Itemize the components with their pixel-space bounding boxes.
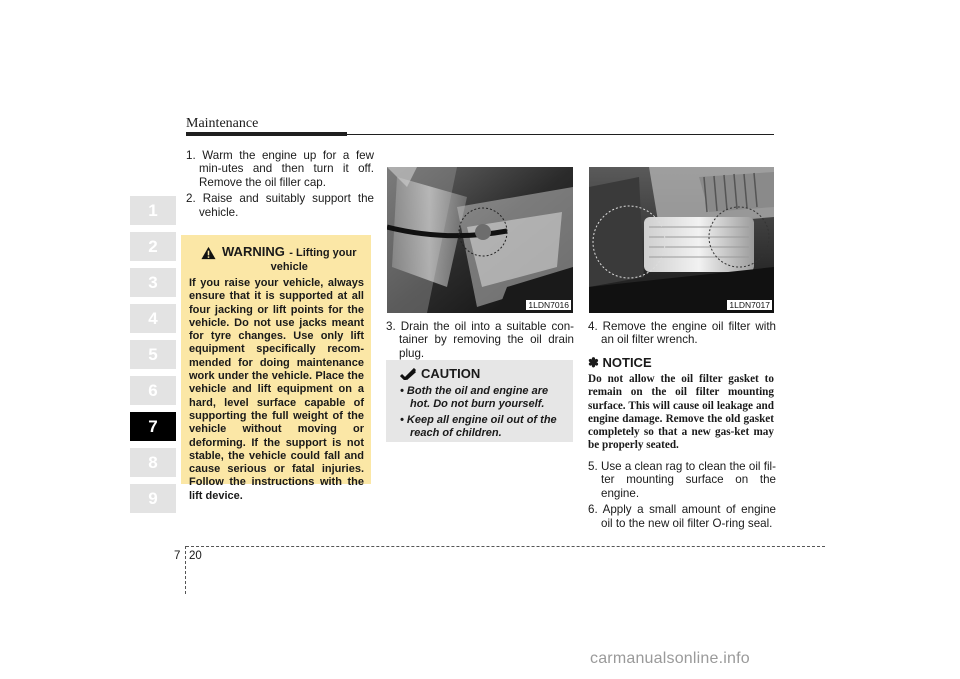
caution-item-1: • Both the oil and engine are hot. Do not burn yourself. — [400, 385, 549, 410]
notice-title: ✽ NOTICE — [588, 355, 652, 370]
chapter-tab-3[interactable]: 3 — [130, 268, 176, 297]
checkmark-icon — [400, 368, 416, 380]
steps-column-3b — [588, 460, 776, 533]
warning-body: If you raise your vehicle, always ensure that it is supported at all four jacking or lift points for the vehicle. Do not use jacks meant for tyre changes. Use only lift equipment specifically recom-mended for doing maintenance work under the vehicle. Place the vehicle and lift equipment on a hard, level surface capable of supporting the full weight of the vehicle without moving or deforming. If the support is not stable, the vehicle could fall and cause serious or fatal injuries. Follow the instructions with the lift device. — [189, 277, 364, 502]
steps-column-3 — [588, 320, 776, 350]
step-5: 5. Use a clean rag to clean the oil fil-ter mounting surface on the engine. — [588, 460, 776, 500]
chapter-tab-9[interactable]: 9 — [130, 484, 176, 513]
chapter-tab-7-active[interactable]: 7 — [130, 412, 176, 441]
warning-subtitle: - Lifting your — [289, 247, 357, 259]
photo-2-caption: 1LDN7017 — [729, 300, 770, 310]
chapter-tab-5[interactable]: 5 — [130, 340, 176, 369]
notice-body: Do not allow the oil filter gasket to remain on the oil filter mounting surface. This will cause oil leakage and engine damage. Remove the old gasket completely so that a new gas-ket may be properly seated. — [588, 373, 774, 452]
step-6: 6. Apply a small amount of engine oil to the new oil filter O-ring seal. — [588, 503, 776, 530]
oil-filter-photo — [589, 167, 774, 313]
header-rule-thick — [186, 132, 347, 136]
header-rule-thin — [347, 134, 774, 135]
photo-1-caption: 1LDN7016 — [528, 300, 569, 310]
warning-title: WARNING — [222, 244, 285, 259]
oil-drain-plug-photo — [387, 167, 573, 313]
step-4: 4. Remove the engine oil filter with an oil filter wrench. — [588, 320, 776, 347]
footer-chapter-number: 7 — [174, 550, 181, 562]
step-3: 3. Drain the oil into a suitable con-tainer by removing the oil drain plug. — [386, 320, 574, 360]
step-2: 2. Raise and suitably support the vehicle. — [186, 192, 374, 219]
chapter-tab-1[interactable]: 1 — [130, 196, 176, 225]
caution-title: CAUTION — [421, 366, 481, 381]
footer-page-number: 20 — [189, 550, 202, 562]
footer-dashed-rule — [186, 546, 825, 547]
chapter-tab-4[interactable]: 4 — [130, 304, 176, 333]
steps-column-1 — [186, 149, 374, 222]
steps-column-2 — [386, 320, 574, 363]
chapter-tab-6[interactable]: 6 — [130, 376, 176, 405]
step-1: 1. Warm the engine up for a few min-utes and then turn it off. Remove the oil filler cap. — [186, 149, 374, 189]
caution-box — [386, 360, 573, 442]
warning-box — [181, 235, 371, 502]
section-title: Maintenance — [186, 116, 259, 131]
chapter-tab-2[interactable]: 2 — [130, 232, 176, 261]
chapter-tabs — [130, 196, 176, 520]
footer-vertical-rule — [185, 546, 186, 594]
warning-subtitle-2: vehicle — [270, 261, 308, 273]
caution-item-2: • Keep all engine oil out of the reach of children. — [400, 414, 557, 439]
chapter-tab-8[interactable]: 8 — [130, 448, 176, 477]
watermark: carmanualsonline.info — [590, 650, 750, 667]
warning-triangle-icon — [201, 246, 216, 260]
